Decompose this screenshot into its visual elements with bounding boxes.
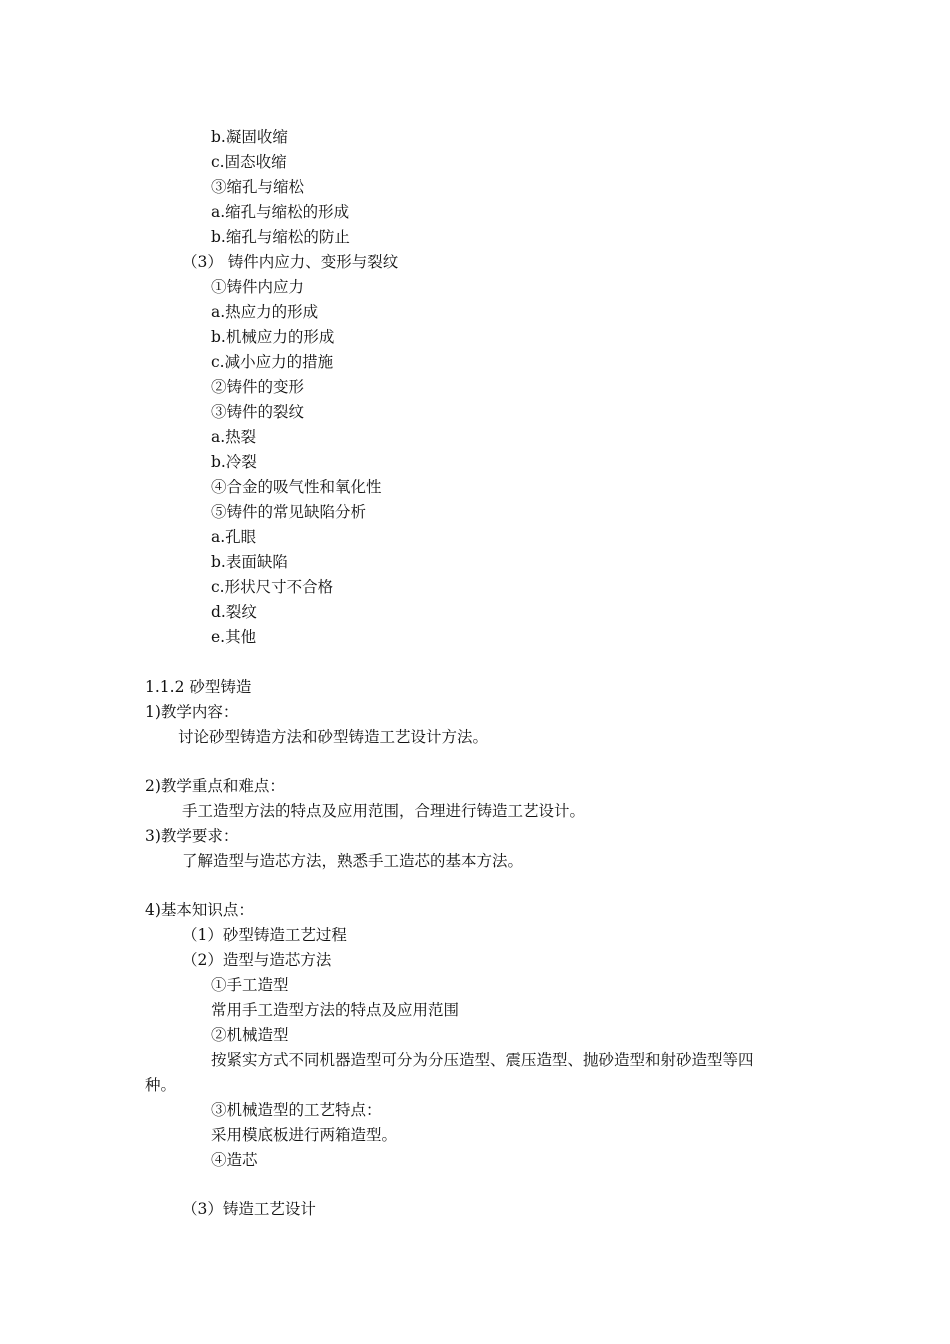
list-item: a.缩孔与缩松的形成 (211, 203, 350, 221)
focus-text: 手工造型方法的特点及应用范围，合理进行铸造工艺设计。 (182, 802, 586, 820)
list-item: ③铸件的裂纹 (211, 403, 305, 421)
list-item: ②机械造型 (211, 1026, 289, 1044)
list-item: ①铸件内应力 (211, 278, 305, 296)
list-item: b.凝固收缩 (211, 128, 288, 146)
list-item: a.热裂 (211, 428, 257, 446)
requirements-label: 3)教学要求： (145, 827, 239, 845)
knowledge-item: （2）造型与造芯方法 (182, 951, 332, 969)
requirements-text: 了解造型与造芯方法，熟悉手工造芯的基本方法。 (182, 852, 524, 870)
list-item: 常用手工造型方法的特点及应用范围 (211, 1001, 460, 1019)
list-item: b.表面缺陷 (211, 553, 288, 571)
list-item: b.缩孔与缩松的防止 (211, 228, 350, 246)
list-item: ①手工造型 (211, 976, 289, 994)
list-item: b.机械应力的形成 (211, 328, 335, 346)
content-label: 1)教学内容： (145, 703, 239, 721)
knowledge-item: （3）铸造工艺设计 (182, 1200, 316, 1218)
list-item: c.形状尺寸不合格 (211, 578, 334, 596)
list-item: e.其他 (211, 628, 257, 646)
list-item: a.孔眼 (211, 528, 257, 546)
list-item: b.冷裂 (211, 453, 257, 471)
focus-label: 2)教学重点和难点： (145, 777, 285, 795)
list-item: c.固态收缩 (211, 153, 287, 171)
knowledge-item: （1）砂型铸造工艺过程 (182, 926, 347, 944)
section-title: 1.1.2 砂型铸造 (145, 678, 252, 696)
content-text: 讨论砂型铸造方法和砂型铸造工艺设计方法。 (178, 728, 489, 746)
list-item: ②铸件的变形 (211, 378, 305, 396)
list-item: a.热应力的形成 (211, 303, 319, 321)
paragraph-line: 按紧实方式不同机器造型可分为分压造型、震压造型、抛砂造型和射砂造型等四 (211, 1051, 754, 1069)
list-item: ③机械造型的工艺特点： (211, 1101, 382, 1119)
list-item: 采用模底板进行两箱造型。 (211, 1126, 398, 1144)
list-item: ④造芯 (211, 1151, 258, 1169)
list-item: d.裂纹 (211, 603, 257, 621)
list-item: c.减小应力的措施 (211, 353, 334, 371)
list-item: ④合金的吸气性和氧化性 (211, 478, 382, 496)
section-heading: （3） 铸件内应力、变形与裂纹 (182, 253, 399, 271)
paragraph-line: 种。 (145, 1076, 177, 1094)
knowledge-label: 4)基本知识点： (145, 901, 254, 919)
list-item: ⑤铸件的常见缺陷分析 (211, 503, 367, 521)
list-item: ③缩孔与缩松 (211, 178, 305, 196)
